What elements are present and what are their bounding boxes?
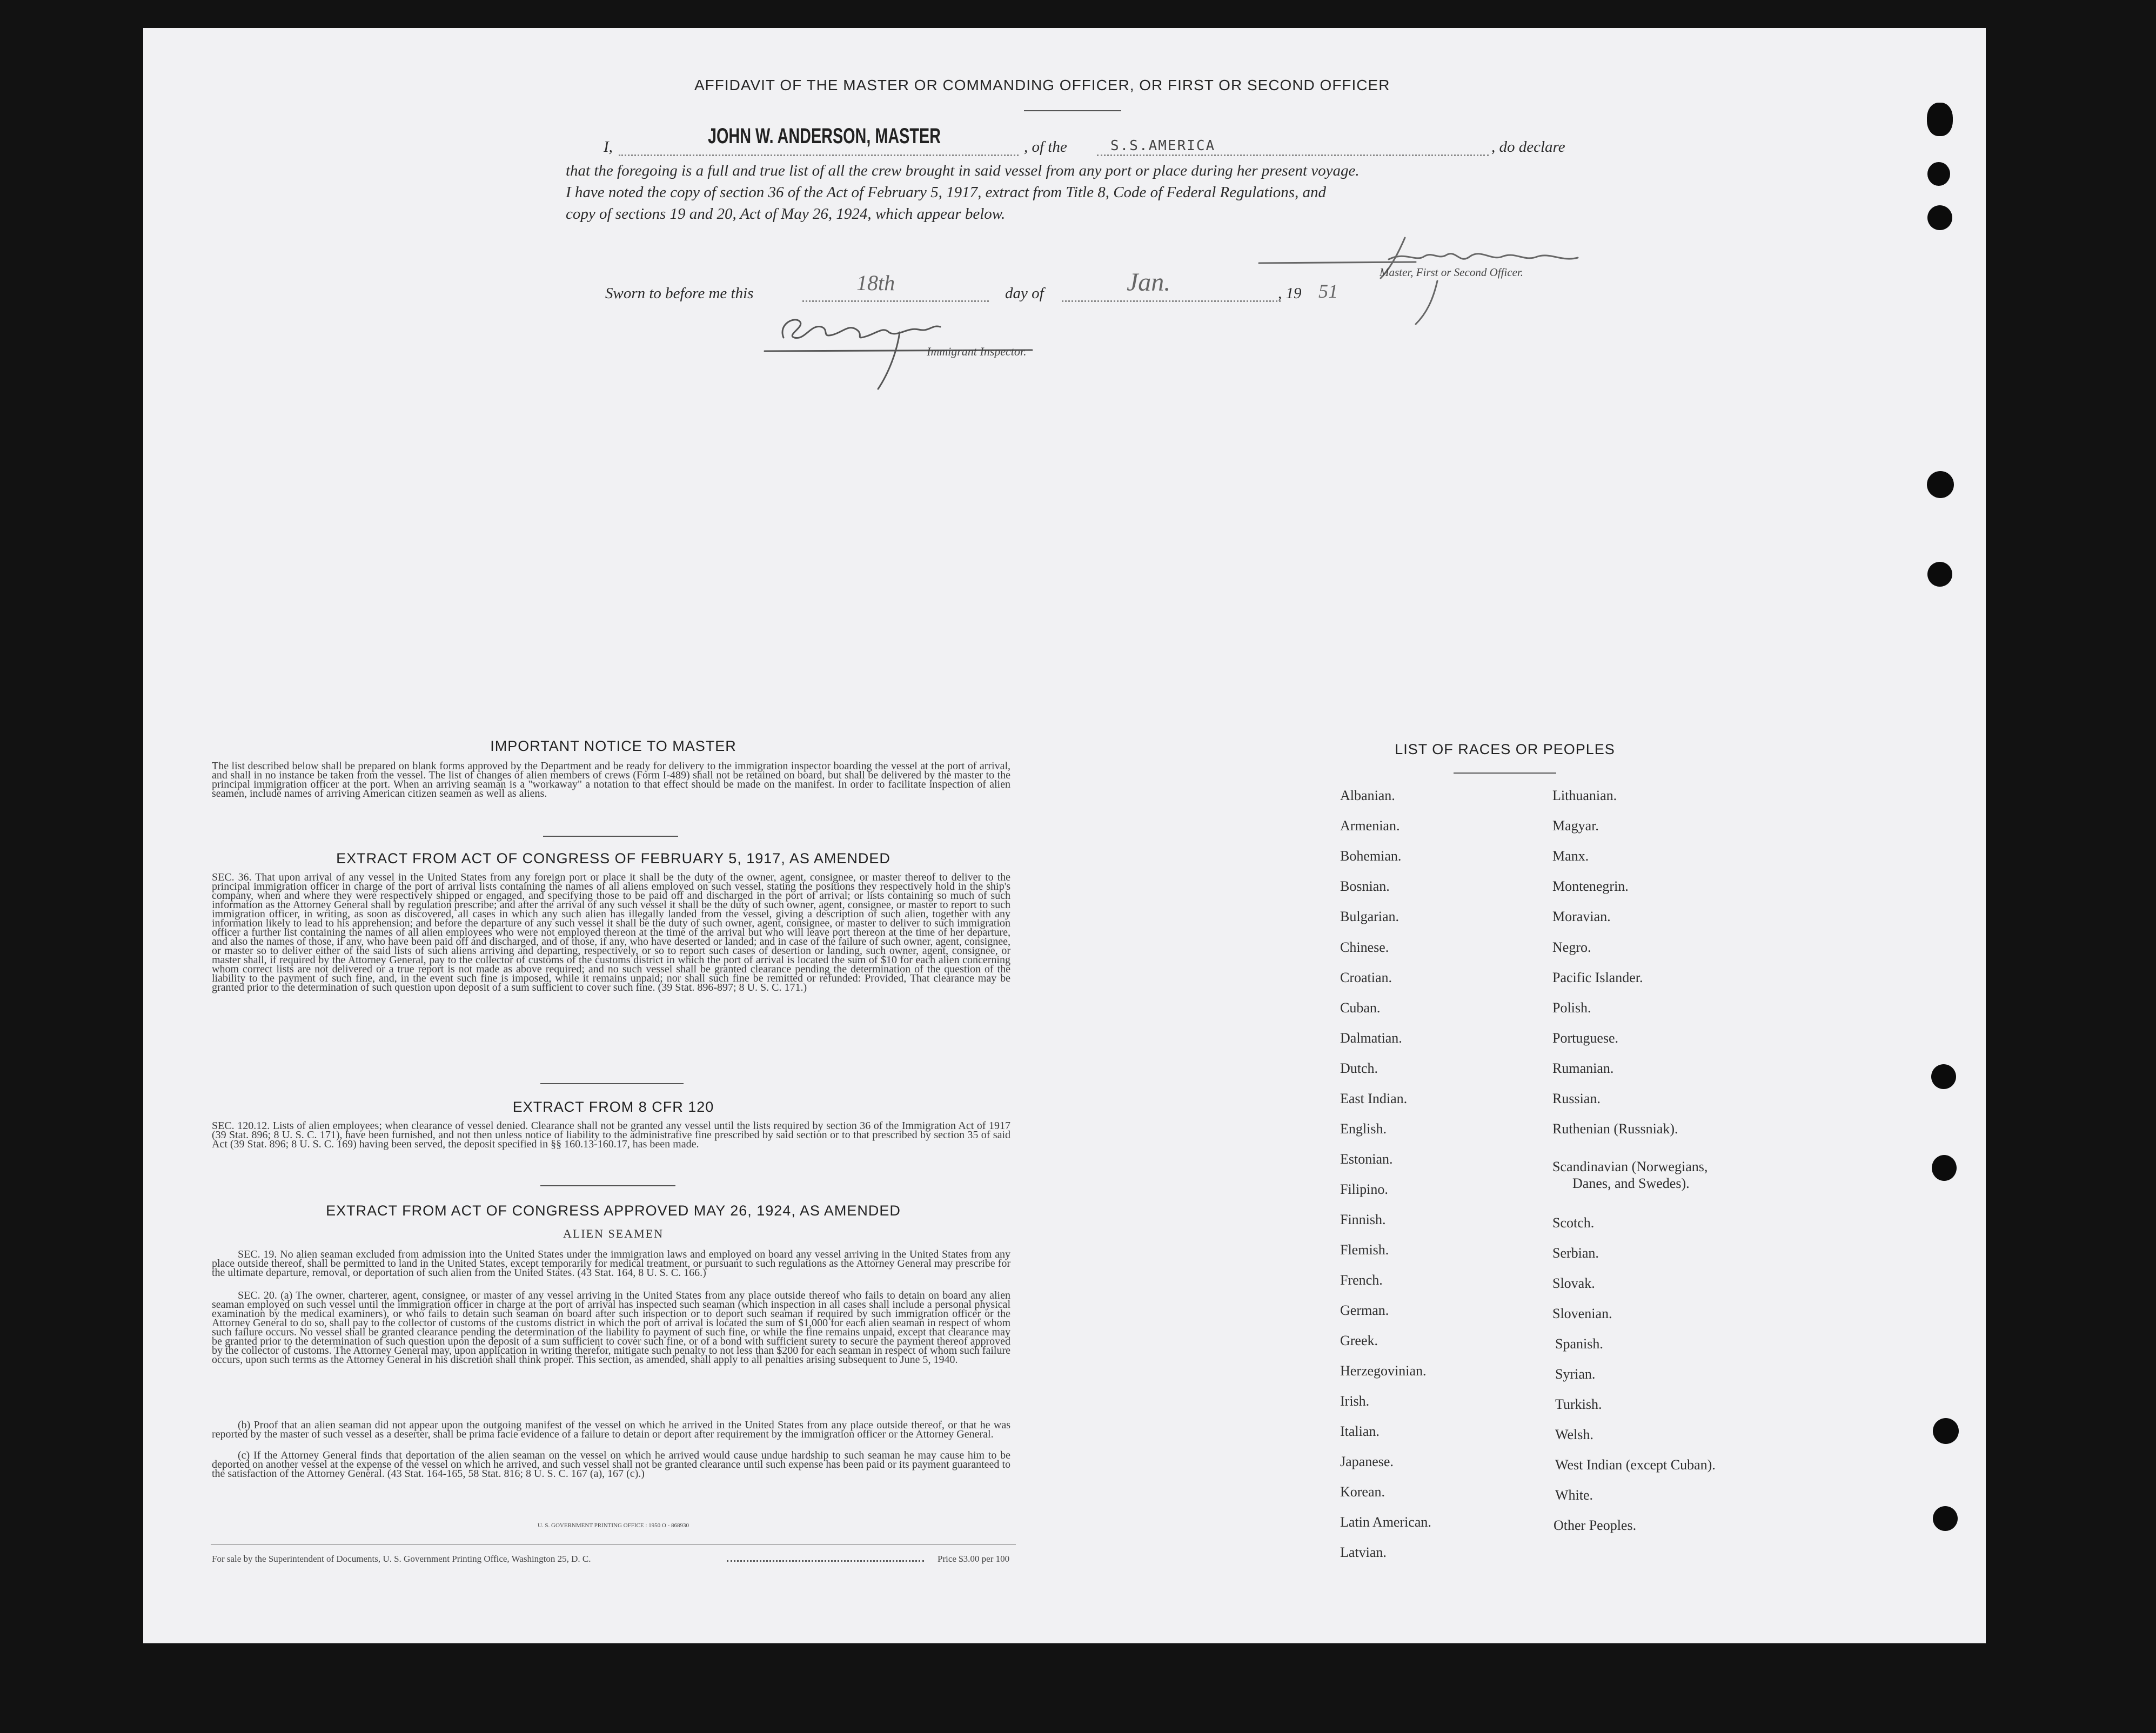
footer-dots — [727, 1560, 924, 1562]
vessel-name-line — [1097, 155, 1489, 156]
race-item: Croatian. — [1340, 970, 1392, 985]
notice-title: IMPORTANT NOTICE TO MASTER — [490, 738, 736, 754]
punch-hole — [1932, 1155, 1957, 1181]
extract-cfr-body: SEC. 120.12. Lists of alien employees; when clearance of vessel denied. Clearance shall not be granted any vessel until the lists required by section 36 of the Immigration Act of 1917 (39 Stat. 896; 8 U. S. C. 171), have been furnished, and not then unless notice of liability to the administrative fine prescribed by said section or to that prescribed by section 35 of said Act (39 Stat. 896; 8 U. S. C. 169) having been served, the deposit specified in §§ 160.13-160.17, has been made. — [212, 1120, 1010, 1150]
affidavit-line-4: copy of sections 19 and 20, Act of May 26, 1924, which appear below. — [566, 205, 1006, 223]
race-item: Magyar. — [1552, 818, 1599, 834]
race-item: Italian. — [1340, 1423, 1380, 1439]
printer-credit: U. S. GOVERNMENT PRINTING OFFICE : 1950 O - 868930 — [537, 1522, 689, 1529]
race-item: Serbian. — [1552, 1245, 1599, 1261]
race-item: Herzegovinian. — [1340, 1363, 1427, 1379]
race-item: Latin American. — [1340, 1514, 1431, 1530]
race-item: Negro. — [1552, 939, 1591, 955]
affidavit-i-label: I, — [604, 138, 613, 156]
race-item: Flemish. — [1340, 1242, 1389, 1258]
race-item: Estonian. — [1340, 1151, 1393, 1167]
sworn-day-line — [802, 300, 989, 302]
race-item: Spanish. — [1555, 1336, 1603, 1352]
race-item: Irish. — [1340, 1393, 1370, 1409]
year-field: 51 — [1318, 280, 1338, 302]
race-item: White. — [1555, 1487, 1593, 1503]
race-item: German. — [1340, 1302, 1389, 1318]
do-declare-label: , do declare — [1491, 138, 1565, 156]
race-item: Welsh. — [1555, 1427, 1593, 1442]
affidavit-line-3: I have noted the copy of section 36 of the Act of February 5, 1917, extract from Title 8, Code of Federal Regulations, and — [566, 184, 1327, 201]
master-name-field: JOHN W. ANDERSON, MASTER — [708, 124, 941, 148]
punch-hole — [1927, 205, 1952, 230]
race-item: Chinese. — [1340, 939, 1389, 955]
race-item: English. — [1340, 1121, 1387, 1137]
punch-hole — [1927, 471, 1954, 498]
race-item: Rumanian. — [1552, 1060, 1614, 1076]
race-item: Scandinavian (Norwegians, — [1552, 1159, 1708, 1174]
race-item: Slovak. — [1552, 1275, 1595, 1291]
extract-cfr-title: EXTRACT FROM 8 CFR 120 — [512, 1099, 714, 1115]
race-item: Moravian. — [1552, 909, 1611, 924]
race-item: Danes, and Swedes). — [1572, 1176, 1690, 1191]
race-item: Bosnian. — [1340, 878, 1390, 894]
footer-sale: For sale by the Superintendent of Documents, U. S. Government Printing Office, Washington 25, D. C. — [212, 1554, 591, 1564]
race-item: Latvian. — [1340, 1544, 1387, 1560]
notice-body: The list described below shall be prepared on blank forms approved by the Department and be ready for delivery to the immigration inspector boarding the vessel at the port of arrival, and shall in no instance be taken from the vessel. The list of changes of alien members of crews (Form I-489) shall not be retained on board, but shall be delivered by the master to the principal immigration officer at the port. When an arriving seaman is a "workaway" a notation to that effect should be made on the manifest. In order to facilitate inspection of alien seamen, include names of arriving American citizen seamen as well as aliens. — [212, 760, 1010, 800]
day-of-label: day of — [1005, 285, 1044, 302]
race-item: Manx. — [1552, 848, 1589, 864]
extract-1924-sec20b: (b) Proof that an alien seaman did not appear upon the outgoing manifest of the vessel on which he arrived in the United States from any place outside thereof, or that he was reported by the master of such vessel as a deserter, shall be prima facie evidence of a failure to detain or deport after requirement by the immigration officer or the Attorney General. — [212, 1419, 1010, 1440]
punch-hole — [1927, 103, 1953, 136]
inspector-caption: Immigrant Inspector. — [927, 345, 1027, 358]
race-item: Bohemian. — [1340, 848, 1402, 864]
extract-1924-sec20c: (c) If the Attorney General finds that deportation of the alien seaman on the vessel on which he arrived would cause undue hardship to such seaman he may cause him to be deported on another vessel at the expense of the vessel on which he arrived, and such vessel shall not be granted clearance until such expense has been paid or its payment guaranteed to the satisfaction of the Attorney General. (43 Stat. 164-165, 58 Stat. 816; 8 U. S. C. 167 (a), 167 (c).) — [212, 1449, 1010, 1480]
punch-hole — [1927, 162, 1950, 186]
race-item: Montenegrin. — [1552, 878, 1629, 894]
affidavit-line-2: that the foregoing is a full and true list of all the crew brought in said vessel from any port or place during her present voyage. — [566, 162, 1360, 179]
race-item: West Indian (except Cuban). — [1555, 1457, 1716, 1473]
race-item: Greek. — [1340, 1333, 1378, 1348]
race-item: Filipino. — [1340, 1181, 1388, 1197]
race-item: Finnish. — [1340, 1212, 1386, 1227]
races-rule — [1454, 773, 1556, 774]
race-item: Japanese. — [1340, 1454, 1394, 1469]
affidavit-title: AFFIDAVIT OF THE MASTER OR COMMANDING OFFICER, OR FIRST OR SECOND OFFICER — [694, 77, 1390, 93]
extract-cfr-rule — [540, 1185, 675, 1186]
document-page — [143, 28, 1986, 1643]
race-item: Dalmatian. — [1340, 1030, 1402, 1046]
race-item: Other Peoples. — [1554, 1517, 1637, 1533]
extract-1924-subtitle: ALIEN SEAMEN — [563, 1227, 664, 1240]
extract-1924-sec20a: SEC. 20. (a) The owner, charterer, agent, consignee, or master of any vessel arriving in the United States from any place outside thereof who fails to detain on board any alien seaman employed on such vessel until the immigration officer in charge at the port of arrival has inspected such seaman (which inspection in all cases shall include a personal physical examination by the medical examiners), or who fails to detain such seaman on board after such inspection or to deport such seaman if required by such immigration officer or the Attorney General to do so, shall pay to the collector of customs of the customs district in which the port of arrival is located the sum of $1,000 for each alien seaman in respect of whom such failure occurs. No vessel shall be granted clearance pending the determination of the liability to payment of such fine, or while the fine remains unpaid, except that clearance may be granted prior to the determination of such question upon the deposit of a sum sufficient to cover such fine, or of a bond with sufficient surety to secure the payment thereof approved by the collector of customs. The Attorney General may, upon application in writing therefor, mitigate such penalty to not less than $200 for each seaman in respect of whom such failure occurs, upon such terms as the Attorney General in his discretion shall think proper. This section, as amended, shall apply to all penalties arising subsequent to June 5, 1940. — [212, 1289, 1010, 1366]
punch-hole — [1931, 1064, 1956, 1089]
race-item: Armenian. — [1340, 818, 1400, 834]
extract-1924-title: EXTRACT FROM ACT OF CONGRESS APPROVED MAY 26, 1924, AS AMENDED — [326, 1203, 901, 1219]
race-item: Bulgarian. — [1340, 909, 1400, 924]
footer-price: Price $3.00 per 100 — [938, 1554, 1010, 1564]
sworn-month-line — [1062, 300, 1281, 302]
extract-1924-sec19: SEC. 19. No alien seaman excluded from admission into the United States under the immigration laws and employed on board any vessel arriving in the United States from any place outside thereof, shall be permitted to land in the United States, except temporarily for medical treatment, or pursuant to such regulations as the Attorney General may prescribe for the ultimate departure, removal, or deportation of such alien from the United States. (43 Stat. 164, 8 U. S. C. 166.) — [212, 1248, 1010, 1279]
race-item: Polish. — [1552, 1000, 1591, 1016]
notice-rule — [543, 836, 678, 837]
race-item: Dutch. — [1340, 1060, 1378, 1076]
of-the-label: , of the — [1024, 138, 1067, 156]
affidavit-title-rule — [1024, 110, 1121, 111]
race-item: Korean. — [1340, 1484, 1385, 1500]
extract-1917-rule — [540, 1083, 684, 1084]
race-item: Scotch. — [1552, 1215, 1595, 1231]
race-item: Cuban. — [1340, 1000, 1381, 1016]
race-item: Albanian. — [1340, 788, 1395, 803]
master-caption: Master, First or Second Officer. — [1380, 266, 1523, 279]
sworn-month-field: Jan. — [1127, 268, 1171, 297]
race-item: Syrian. — [1555, 1366, 1596, 1382]
race-item: Lithuanian. — [1552, 788, 1617, 803]
punch-hole — [1933, 1418, 1959, 1444]
year-prefix: , 19 — [1278, 285, 1302, 302]
punch-hole — [1927, 562, 1952, 587]
punch-hole — [1933, 1506, 1958, 1531]
sworn-label: Sworn to before me this — [605, 285, 754, 302]
extract-1917-title: EXTRACT FROM ACT OF CONGRESS OF FEBRUARY 5, 1917, AS AMENDED — [336, 850, 890, 866]
race-item: Slovenian. — [1552, 1306, 1612, 1321]
race-item: French. — [1340, 1272, 1383, 1288]
extract-1917-body: SEC. 36. That upon arrival of any vessel in the United States from any foreign port or place it shall be the duty of the owner, agent, consignee, or master thereof to deliver to the principal immigration officer in charge of the port of arrival lists containing the names of all aliens employed on such vessel, stating the positions they respectively hold in the ship's company, when and where they were respectively shipped or engaged, and specifying those to be paid off and discharged in the port of arrival; or lists containing so much of such information as the Attorney General shall by regulation prescribe; and after the arrival of any such vessel it shall be the duty of such owner, agent, consignee, or master to report to such immigration officer, in writing, as soon as discovered, all cases in which any such alien has illegally landed from the vessel, giving a description of such alien, together with any information likely to lead to his apprehension; and before the departure of any such vessel it shall be the duty of such owner, agent, consignee, or master to deliver to such immigration officer a further list containing the names of all alien employees who were not employed thereon at the time of the arrival but who will leave port thereon at the time of her departure, and also the names of those, if any, who have been paid off and discharged, and of those, if any, who have deserted or landed; and in case of the failure of such owner, agent, consignee, or master so to deliver either of the said lists of such aliens arriving and departing, respectively, or so to report such cases of desertion or landing, such owner, agent, consignee, or master shall, if required by the Attorney General, pay to the collector of customs of the customs district in which the port of arrival is located the sum of $10 for each alien concerning whom correct lists are not delivered or a true report is not made as above required; and no such vessel shall be granted clearance pending the determination of the question of the liability to the payment of such fine, and, in the event such fine is imposed, while it remains unpaid; nor shall such fine be remitted or refunded: Provided, That clearance may be granted prior to the determination of such question upon deposit of a sum sufficient to cover such fine. (39 Stat. 896-897; 8 U. S. C. 171.) — [212, 871, 1010, 993]
race-item: Russian. — [1552, 1091, 1601, 1106]
races-title: LIST OF RACES OR PEOPLES — [1395, 741, 1615, 757]
race-item: East Indian. — [1340, 1091, 1408, 1106]
vessel-name-field: S.S.AMERICA — [1110, 138, 1216, 154]
race-item: Portuguese. — [1552, 1030, 1619, 1046]
sworn-day-field: 18th — [856, 271, 895, 295]
race-item: Ruthenian (Russniak). — [1552, 1121, 1678, 1137]
race-item: Pacific Islander. — [1552, 970, 1643, 985]
master-name-line — [619, 155, 1019, 156]
race-item: Turkish. — [1555, 1396, 1602, 1412]
